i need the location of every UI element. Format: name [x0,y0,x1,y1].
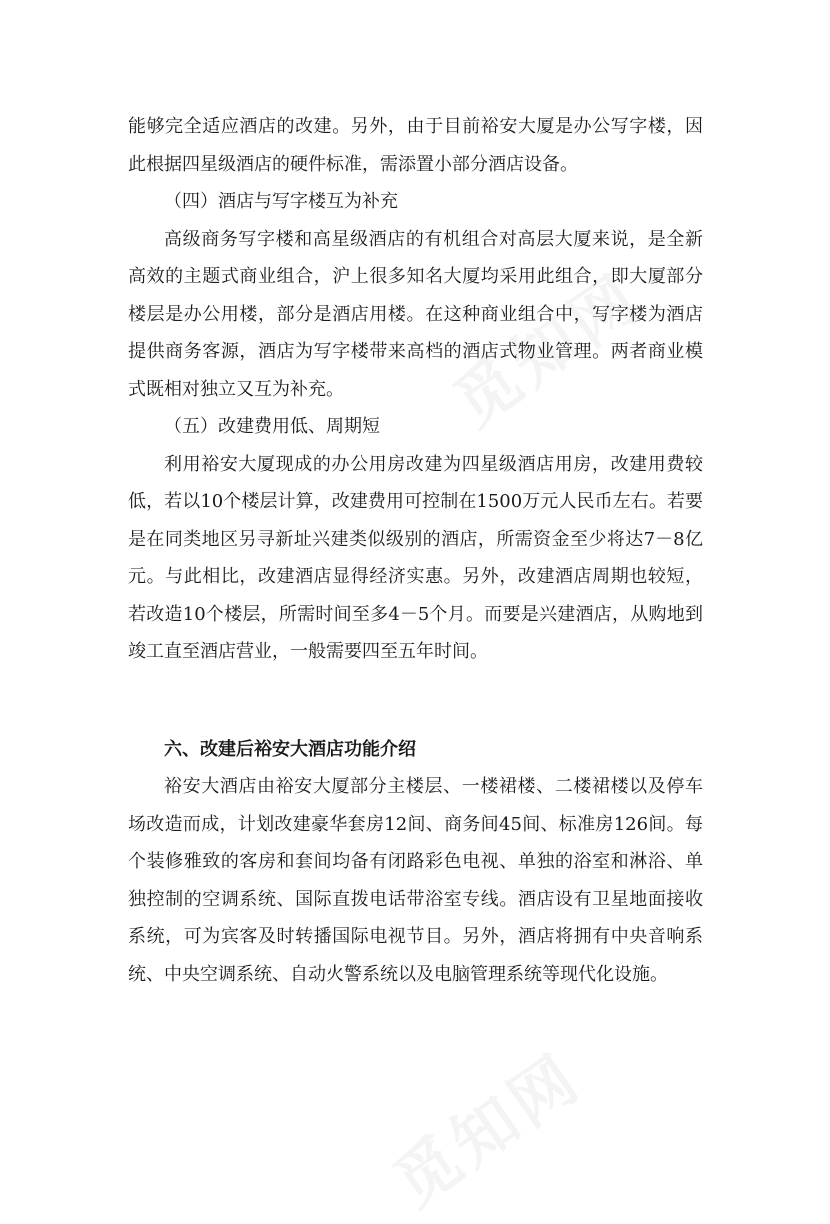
subheading-low-cost: （五）改建费用低、周期短 [164,416,380,437]
watermark-logo-bottom [373,1028,598,1224]
paragraph-renovation-adaptation: 能够完全适应酒店的改建。另外，由于目前裕安大厦是办公写字楼，因此根据四星级酒店的硬件标准，需添置小部分酒店设备。 [128,116,703,175]
section-heading-hotel-functions: 六、改建后裕安大酒店功能介绍 [164,738,416,760]
document-body [128,108,703,993]
section-spacer [128,671,703,731]
subheading-complement: （四）酒店与写字楼互为补充 [164,191,398,212]
paragraph-low-cost: 利用裕安大厦现成的办公用房改建为四星级酒店用房，改建用费较低，若以10个楼层计算，改建费用可控制在1500万元人民币左右。若要是在同类地区另寻新址兴建类似级别的酒店，所需资金至少将达7－8亿元。与此相比，改建酒店显得经济实惠。另外，改建酒店周期也较短，若改造10个楼层，所需时间至多4－5个月。而要是兴建酒店，从购地到竣工直至酒店营业，一般需要四至五年时间。 [128,453,703,662]
paragraph-complement: 高级商务写字楼和高星级酒店的有机组合对高层大厦来说，是全新高效的主题式商业组合，沪上很多知名大厦均采用此组合，即大厦部分楼层是办公用楼，部分是酒店用楼。在这种商业组合中，写字楼为酒店提供商务客源，酒店为写字楼带来高档的酒店式物业管理。两者商业模式既相对独立又互为补充。 [128,228,703,400]
paragraph-hotel-functions: 裕安大酒店由裕安大厦部分主楼层、一楼裙楼、二楼裙楼以及停车场改造而成，计划改建豪华套房12间、商务间45间、标准房126间。每个装修雅致的客房和套间均备有闭路彩色电视、单独的浴室和淋浴、单独控制的空调系统、国际直拨电话带浴室专线。酒店设有卫星地面接收系统，可为宾客及时转播国际电视节目。另外，酒店将拥有中央音响系统、中央空调系统、自动火警系统以及电脑管理系统等现代化设施。 [128,776,703,985]
